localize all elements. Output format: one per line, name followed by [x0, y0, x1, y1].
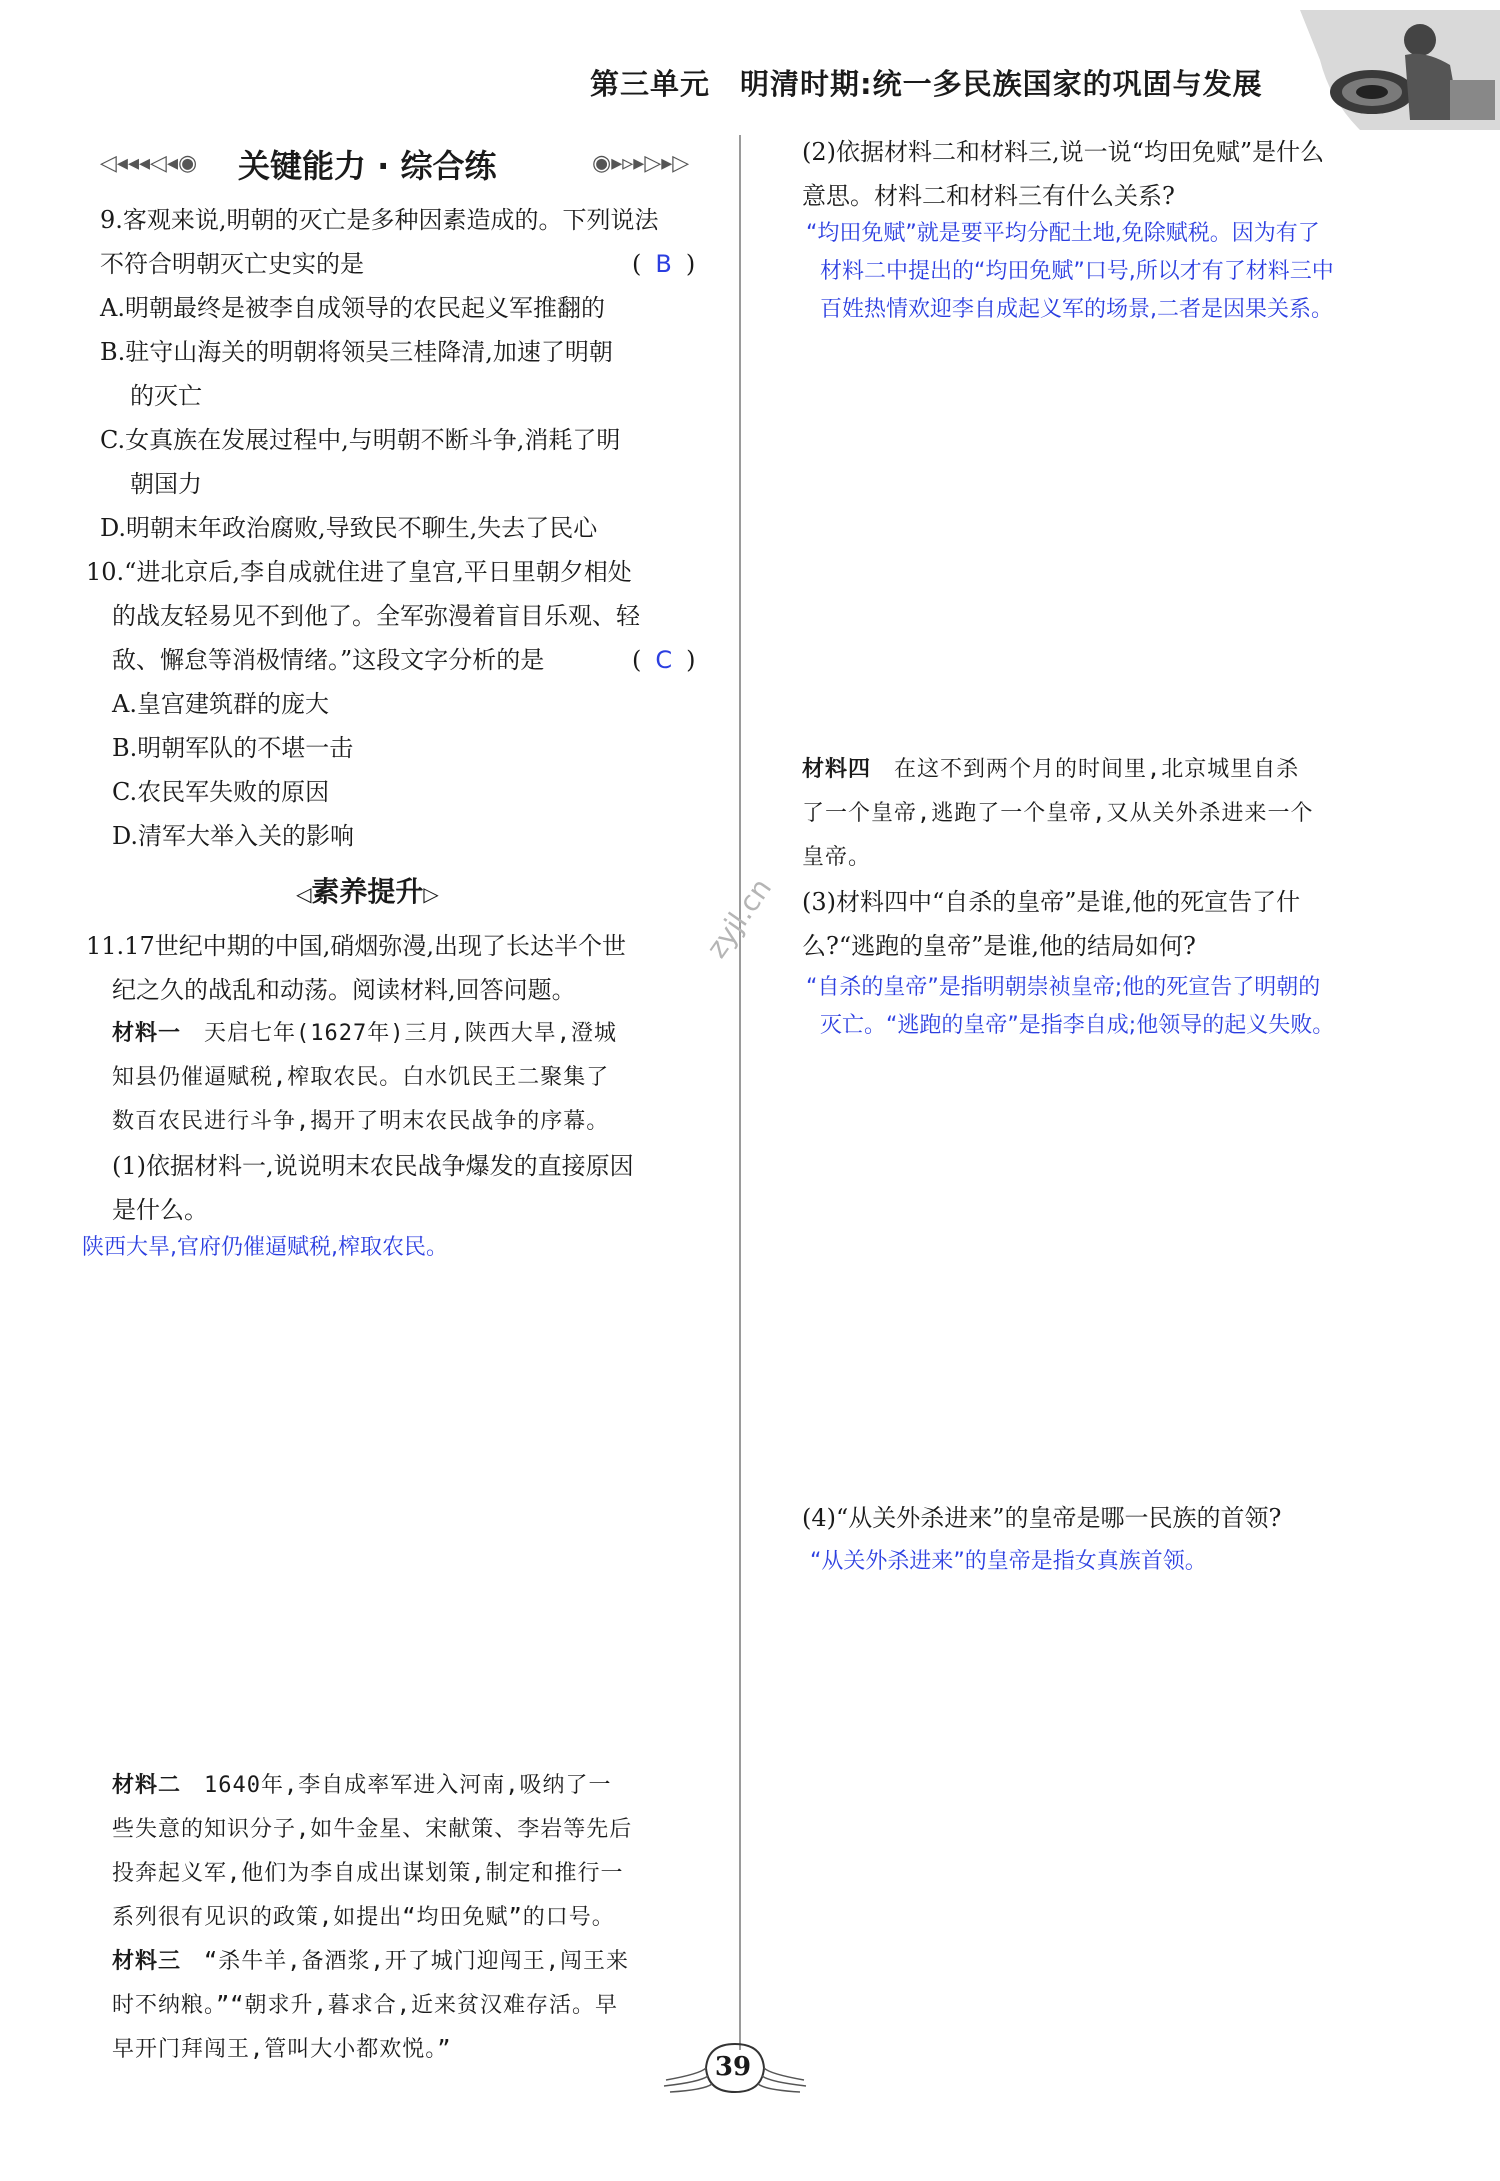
section-title-text: 关键能力 · 综合练 [238, 147, 497, 185]
right-column [760, 0, 1500, 2100]
page-header-title: 第三单元 明清时期:统一多民族国家的巩固与发展 [590, 67, 1263, 101]
q10-option-a: A.皇宫建筑群的庞大 [112, 690, 329, 718]
q10-option-d: D.清军大举入关的影响 [112, 822, 355, 850]
q11-line-1: 11.17世纪中期的中国,硝烟弥漫,出现了长达半个世 [86, 932, 626, 960]
q11-sub2-answer-line-2: 材料二中提出的“均田免赋”口号,所以才有了材料三中 [820, 259, 1334, 284]
q11-sub2-answer-line-3: 百姓热情欢迎李自成起义军的场景,二者是因果关系。 [820, 297, 1333, 322]
q11-sub1-answer: 陕西大旱,官府仍催逼赋税,榨取农民。 [82, 1235, 448, 1260]
q11-sub3-line-1: (3)材料四中“自杀的皇帝”是谁,他的死宣告了什 [802, 888, 1301, 916]
q10-option-b: B.明朝军队的不堪一击 [112, 734, 354, 762]
page-number: 39 [714, 2052, 752, 2082]
q9-answer: ( B ) [632, 250, 696, 278]
q10-option-c: C.农民军失败的原因 [112, 778, 330, 806]
material-3 [112, 1940, 629, 1984]
q11-sub1-line-2: 是什么。 [112, 1196, 208, 1224]
q9-line-2: 不符合明朝灭亡史实的是 [100, 250, 364, 278]
material-4-line-3: 皇帝。 [802, 845, 872, 870]
material-1-label: 材料一 [112, 1021, 182, 1046]
q9-option-d: D.明朝末年政治腐败,导致民不聊生,失去了民心 [100, 514, 598, 542]
q9-option-b-cont: 的灭亡 [130, 382, 202, 410]
material-2-line-3: 投奔起义军,他们为李自成出谋划策,制定和推行一 [112, 1861, 624, 1886]
q10-answer: ( C ) [632, 646, 696, 674]
q10-line-2: 的战友轻易见不到他了。全军弥漫着盲目乐观、轻 [112, 602, 640, 630]
q9-option-c: C.女真族在发展过程中,与明朝不断斗争,消耗了明 [100, 426, 621, 454]
material-2 [112, 1764, 612, 1808]
material-1-line-1: 天启七年(1627年)三月,陕西大旱,澄城 [204, 1021, 617, 1046]
q9-line-1: 9.客观来说,明朝的灭亡是多种因素造成的。下列说法 [100, 206, 659, 234]
q9-answer-choice: B [655, 250, 672, 278]
section2-left-mark-icon: ◁ [296, 882, 312, 906]
q11-sub2-answer-line-1: “均田免赋”就是要平均分配土地,免除赋税。因为有了 [806, 221, 1320, 246]
material-2-line-2: 些失意的知识分子,如牛金星、宋献策、李岩等先后 [112, 1817, 633, 1842]
q9-option-b: B.驻守山海关的明朝将领吴三桂降清,加速了明朝 [100, 338, 613, 366]
q10-line-1: 10.“进北京后,李自成就住进了皇宫,平日里朝夕相处 [86, 558, 632, 586]
q11-sub2-line-1: (2)依据材料二和材料三,说一说“均田免赋”是什么 [802, 138, 1325, 166]
material-3-label: 材料三 [112, 1949, 182, 1974]
material-4 [802, 748, 1299, 792]
q11-sub3-answer-line-1: “自杀的皇帝”是指明朝崇祯皇帝;他的死宣告了明朝的 [806, 975, 1321, 1000]
q9-option-c-cont: 朝国力 [130, 470, 202, 498]
q11-sub4-answer: “从关外杀进来”的皇帝是指女真族首领。 [810, 1549, 1207, 1574]
q11-line-2: 纪之久的战乱和动荡。阅读材料,回答问题。 [112, 976, 576, 1004]
material-1 [112, 1012, 617, 1056]
q10-answer-choice: C [655, 646, 673, 674]
material-2-line-1: 1640年,李自成率军进入河南,吸纳了一 [204, 1773, 612, 1798]
q10-line-3: 敌、懈怠等消极情绪。”这段文字分析的是 [112, 646, 545, 674]
material-2-label: 材料二 [112, 1773, 182, 1798]
material-3-line-2: 时不纳粮。”“朝求升,暮求合,近来贫汉难存活。早 [112, 1993, 618, 2018]
q11-sub4: (4)“从关外杀进来”的皇帝是哪一民族的首领? [802, 1504, 1282, 1532]
section2-title-text: 素养提升 [311, 875, 424, 908]
section-title-decoration: ◉▸▹▸▷▸▷ [592, 151, 690, 176]
material-1-line-3: 数百农民进行斗争,揭开了明末农民战争的序幕。 [112, 1109, 610, 1134]
material-1-line-2: 知县仍催逼赋税,榨取农民。白水饥民王二聚集了 [112, 1065, 610, 1090]
material-3-line-1: “杀牛羊,备酒浆,开了城门迎闯王,闯王来 [204, 1949, 630, 1974]
watermark: zyjl.cn [700, 872, 779, 964]
section-title-literacy [296, 870, 439, 916]
material-4-line-2: 了一个皇帝,逃跑了一个皇帝,又从关外杀进来一个 [802, 801, 1314, 826]
left-column [0, 0, 740, 2100]
material-4-line-1: 在这不到两个月的时间里,北京城里自杀 [894, 757, 1300, 782]
q11-sub1-line-1: (1)依据材料一,说说明末农民战争爆发的直接原因 [112, 1152, 634, 1180]
q11-sub2-line-2: 意思。材料二和材料三有什么关系? [802, 182, 1175, 210]
q11-sub3-answer-line-2: 灭亡。“逃跑的皇帝”是指李自成;他领导的起义失败。 [820, 1013, 1335, 1038]
material-2-line-4: 系列很有见识的政策,如提出“均田免赋”的口号。 [112, 1905, 615, 1930]
section-title-key-abilities: ◁◂◂◂◁◂◉ [100, 151, 198, 176]
q11-sub3-line-2: 么?“逃跑的皇帝”是谁,他的结局如何? [802, 932, 1196, 960]
q9-option-a: A.明朝最终是被李自成领导的农民起义军推翻的 [100, 294, 605, 322]
material-4-label: 材料四 [802, 757, 872, 782]
material-3-line-3: 早开门拜闯王,管叫大小都欢悦。” [112, 2037, 452, 2062]
section2-right-mark-icon: ▷ [423, 882, 439, 906]
